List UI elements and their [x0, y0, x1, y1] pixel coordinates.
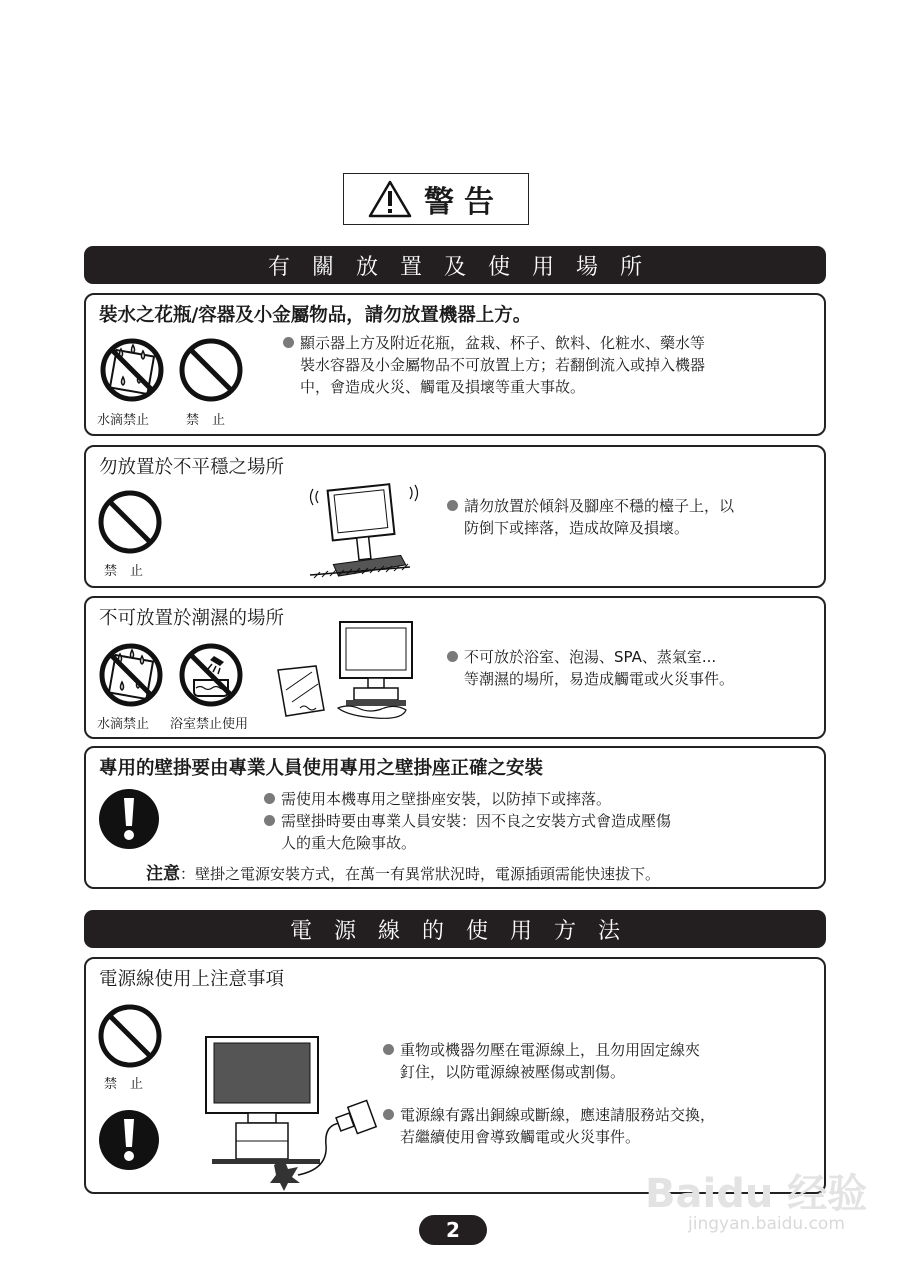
- caption-prohibited: 禁 止: [104, 564, 144, 579]
- warning-box-power-cord: [84, 957, 826, 1194]
- no-bathroom-icon: [178, 642, 244, 708]
- monitor-in-bathroom-illustration: [276, 620, 426, 726]
- caution-note: [146, 859, 660, 884]
- caption-no-water: 水滴禁止: [97, 413, 150, 428]
- no-water-icon: [98, 642, 164, 708]
- bullet-dot-icon: [447, 651, 458, 662]
- box-heading: 裝水之花瓶/容器及小金屬物品，請勿放置機器上方。: [99, 305, 532, 326]
- warning-box-humid-place: [84, 596, 826, 739]
- prohibited-icon: [97, 489, 163, 555]
- watermark-url: jingyan.baidu.com: [688, 1214, 845, 1234]
- box-heading: 電源線使用上注意事項: [99, 969, 285, 990]
- bullet-text: 需使用本機專用之壁掛座安裝，以防掉下或摔落。 需壁掛時要由專業人員安裝：因不良之安裝方式會造成壓傷 人的重大危險事故。: [264, 788, 671, 854]
- prohibited-icon: [97, 1003, 163, 1069]
- box-heading: 勿放置於不平穩之場所: [99, 457, 285, 478]
- section-bar-power-cord: [84, 910, 826, 948]
- caution-label: 注意: [146, 864, 180, 884]
- caption-no-bathroom: 浴室禁止使用: [170, 717, 249, 732]
- bullet-text: 電源線有露出銅線或斷線，應速請服務站交換， 若繼續使用會導致觸電或火災事件。: [383, 1104, 715, 1148]
- mandatory-icon: [98, 1109, 160, 1171]
- section-title: 有關放置及使用場所: [267, 254, 664, 280]
- box-heading: 專用的壁掛要由專業人員使用專用之壁掛座正確之安裝: [99, 758, 544, 779]
- box-heading: 不可放置於潮濕的場所: [99, 608, 285, 629]
- warning-box-unstable-place: [84, 445, 826, 588]
- bullet-dot-icon: [383, 1109, 394, 1120]
- mandatory-icon: [98, 788, 160, 850]
- bullet-text: 顯示器上方及附近花瓶，盆栽、杯子、飲料、化粧水、藥水等 裝水容器及小金屬物品不可放置上方；若翻倒流入或掉入機器 中，會造成火災、觸電及損壞等重大事故。: [283, 332, 705, 398]
- tilting-monitor-illustration: [310, 481, 420, 581]
- caption-prohibited: 禁 止: [186, 413, 226, 428]
- caution-text: ：壁掛之電源安裝方式，在萬一有異常狀況時，電源插頭需能快速拔下。: [180, 865, 661, 883]
- watermark-brand: Baidu 经验: [645, 1171, 868, 1217]
- bullet-dot-icon: [283, 337, 294, 348]
- bullet-dot-icon: [447, 500, 458, 511]
- warning-title-text: 警告: [424, 185, 504, 220]
- bullet-text: 不可放於浴室、泡湯、SPA、蒸氣室... 等潮濕的場所，易造成觸電或火災事件。: [447, 646, 734, 690]
- bullet-dot-icon: [264, 815, 275, 826]
- section-bar-placement: [84, 246, 826, 284]
- warning-triangle-icon: [368, 180, 412, 218]
- prohibited-icon: [178, 337, 244, 403]
- warning-box-wall-mount: [84, 746, 826, 889]
- monitor-power-cord-illustration: [202, 1033, 382, 1183]
- bullet-text: 重物或機器勿壓在電源線上，且勿用固定線夾 釘住，以防電源線被壓傷或割傷。: [383, 1039, 700, 1083]
- section-title: 電源線的使用方法: [289, 918, 642, 944]
- bullet-dot-icon: [264, 793, 275, 804]
- bullet-text: 請勿放置於傾斜及腳座不穩的檯子上，以 防倒下或摔落，造成故障及損壞。: [447, 495, 734, 539]
- caption-no-water: 水滴禁止: [97, 717, 150, 732]
- warning-box-water-containers: [84, 293, 826, 436]
- warning-title-box: [343, 173, 529, 225]
- bullet-dot-icon: [383, 1044, 394, 1055]
- no-water-icon: [99, 337, 165, 403]
- caption-prohibited: 禁 止: [104, 1077, 144, 1092]
- page-number: 2: [419, 1215, 487, 1245]
